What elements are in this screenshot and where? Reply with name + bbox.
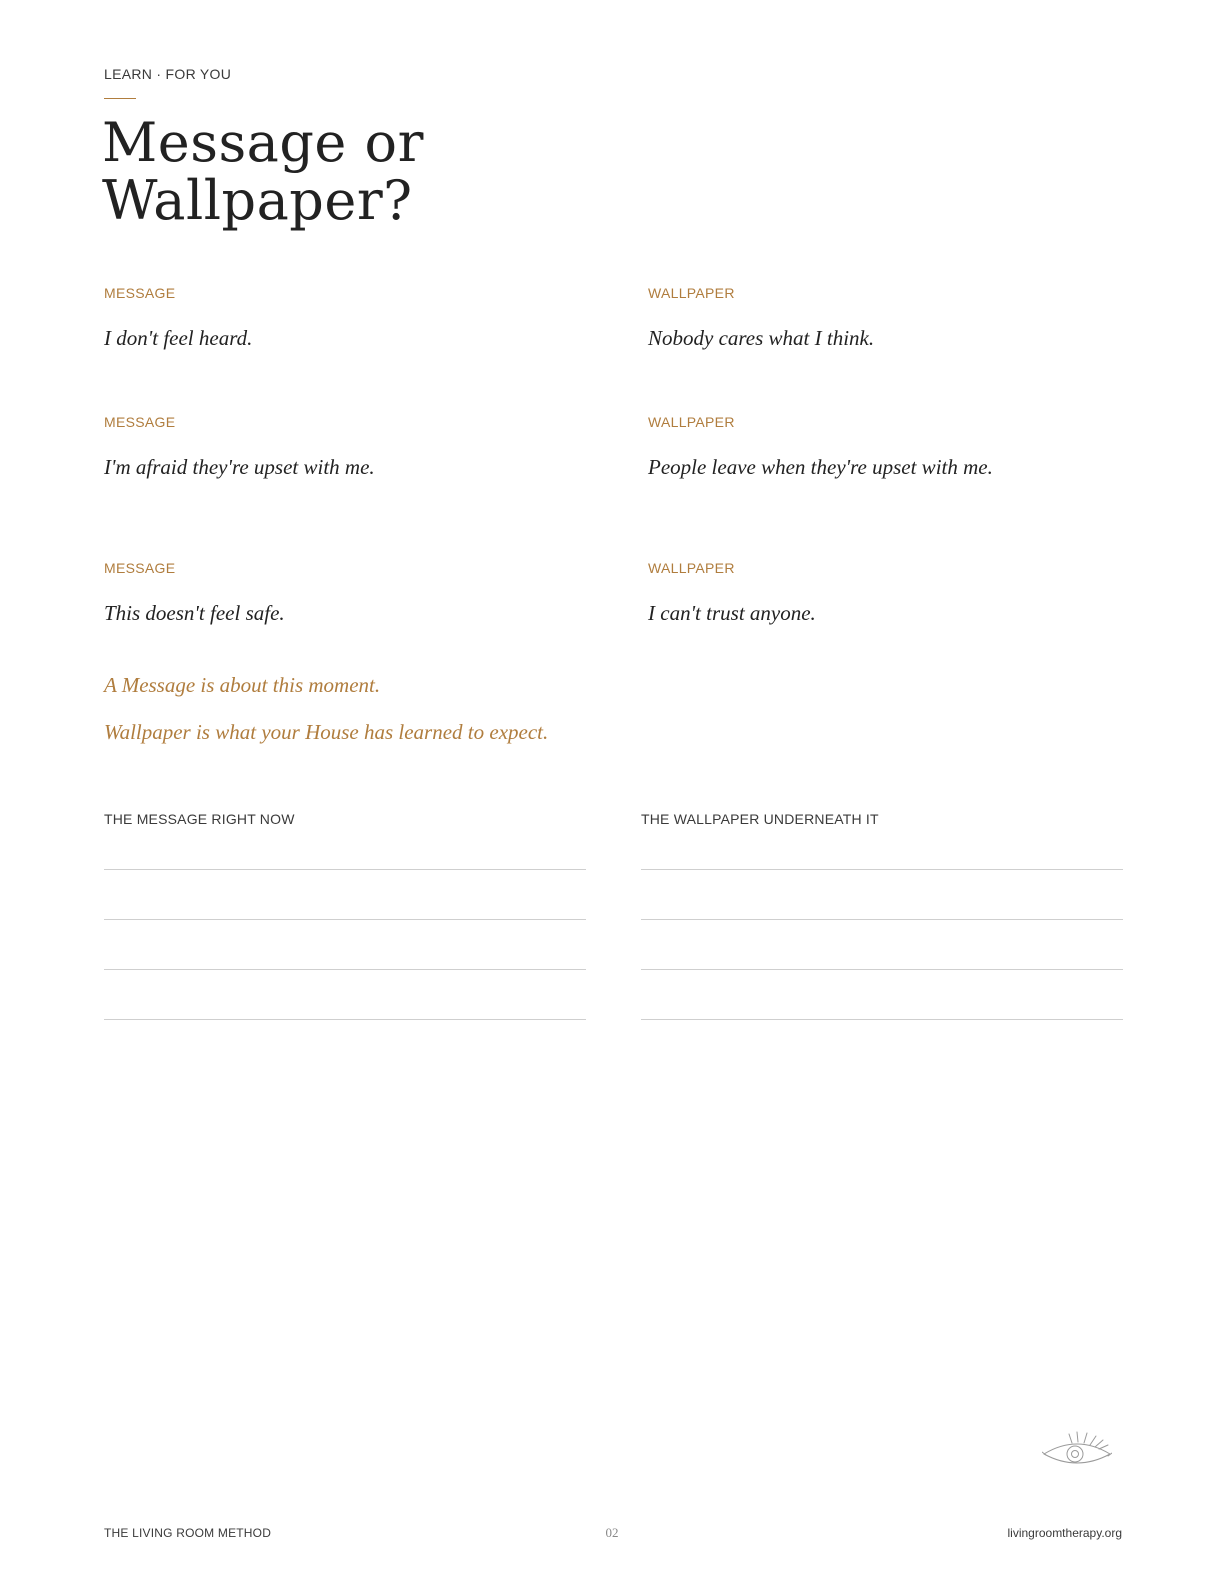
page-title — [102, 111, 424, 232]
message-text: I'm afraid they're upset with me. — [104, 455, 375, 479]
message-text: I don't feel heard. — [104, 326, 253, 350]
message-writing-line[interactable] — [104, 969, 586, 970]
wallpaper-text: Nobody cares what I think. — [648, 326, 875, 350]
wallpaper-writing-line[interactable] — [641, 919, 1123, 920]
message-text: This doesn't feel safe. — [104, 601, 285, 625]
message-writing-line[interactable] — [104, 869, 586, 870]
summary-wallpaper: Wallpaper is what your House has learned to expect. — [104, 720, 549, 744]
wallpaper-writing-line[interactable] — [641, 869, 1123, 870]
footer-brand: THE LIVING ROOM METHOD — [104, 1526, 272, 1540]
message-writing-line[interactable] — [104, 919, 586, 920]
message-label: MESSAGE — [104, 285, 176, 301]
exercise-wallpaper-label: THE WALLPAPER UNDERNEATH IT — [641, 811, 879, 827]
message-writing-line[interactable] — [104, 1019, 586, 1020]
wallpaper-label: WALLPAPER — [648, 285, 735, 301]
page-number: 02 — [605, 1525, 619, 1540]
eye-icon — [1042, 1430, 1112, 1470]
eyebrow-rule — [104, 98, 136, 99]
page-title-line-2: Wallpaper? — [102, 169, 413, 232]
message-label: MESSAGE — [104, 414, 176, 430]
footer-website: livingroomtherapy.org — [1007, 1526, 1122, 1540]
eyebrow-label: LEARN · FOR YOU — [104, 66, 232, 82]
summary-message: A Message is about this moment. — [104, 673, 381, 697]
message-label: MESSAGE — [104, 560, 176, 576]
exercise-message-label: THE MESSAGE RIGHT NOW — [104, 811, 295, 827]
wallpaper-label: WALLPAPER — [648, 414, 735, 430]
wallpaper-writing-line[interactable] — [641, 1019, 1123, 1020]
wallpaper-text: I can't trust anyone. — [648, 601, 816, 625]
wallpaper-label: WALLPAPER — [648, 560, 735, 576]
page-title-line-1: Message or — [102, 111, 424, 174]
wallpaper-text: People leave when they're upset with me. — [648, 455, 993, 479]
wallpaper-writing-line[interactable] — [641, 969, 1123, 970]
